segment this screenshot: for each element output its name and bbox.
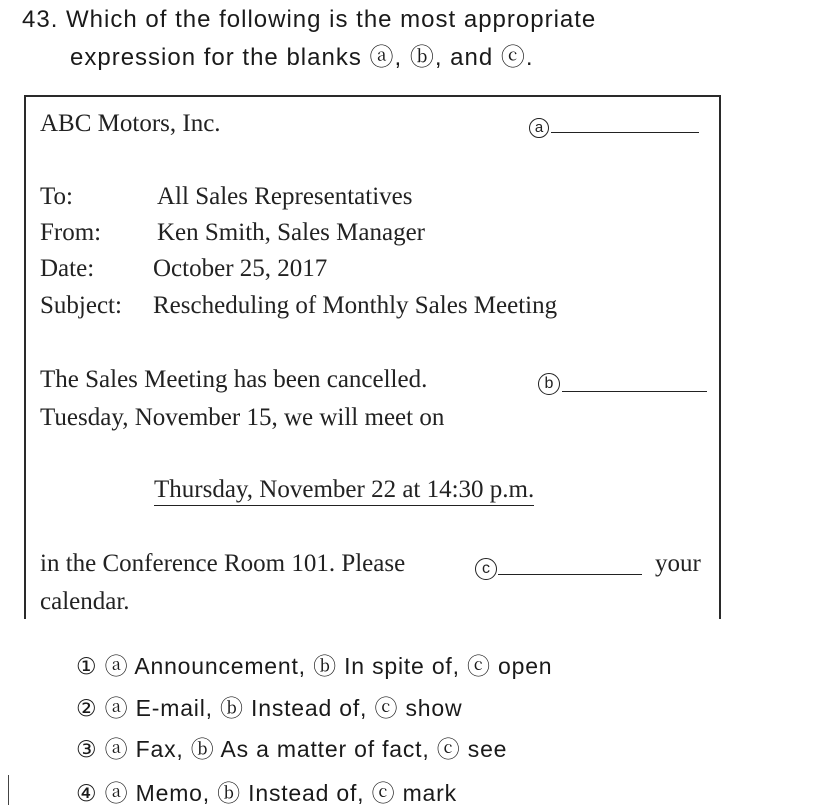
new-date-text: Thursday, November 22 at 14:30 p.m. (154, 476, 534, 506)
blank-c-line (498, 574, 642, 575)
period: . (525, 44, 534, 71)
memo-box (24, 95, 721, 619)
memo-from-label: From: (40, 219, 102, 246)
option-a-symbol: ⓐ (104, 695, 129, 721)
memo-body-line2: Tuesday, November 15, we will meet on (40, 404, 445, 431)
memo-body-line4: calendar. (40, 588, 130, 615)
circled-a-icon: a (529, 118, 549, 138)
option-c-text: show (405, 695, 463, 721)
blank-b-line (562, 391, 707, 392)
option-c-symbol: ⓒ (436, 736, 461, 762)
option-c-symbol: ⓒ (374, 695, 399, 721)
option-a-symbol: ⓐ (104, 653, 129, 679)
option-b-symbol: ⓑ (217, 780, 241, 806)
question-stem-line2 (70, 37, 534, 72)
memo-to-value: All Sales Representatives (157, 183, 413, 210)
option-b-symbol: ⓑ (190, 736, 215, 762)
memo-date-value: October 25, 2017 (153, 255, 328, 282)
memo-to-label: To: (40, 183, 73, 210)
option-number: ④ (76, 780, 98, 806)
memo-marker-a (529, 113, 549, 141)
memo-from-value: Ken Smith, Sales Manager (157, 219, 426, 246)
column-divider (8, 775, 9, 805)
memo-subject-value: Rescheduling of Monthly Sales Meeting (153, 292, 558, 319)
option-a-text: Memo, (135, 780, 210, 806)
answer-option-4[interactable] (76, 775, 457, 808)
memo-company: ABC Motors, Inc. (40, 110, 221, 137)
question-stem-text: expression for the blanks (70, 44, 362, 71)
option-a-symbol: ⓐ (104, 780, 129, 806)
separator: , (394, 44, 403, 71)
memo-body-line1: The Sales Meeting has been cancelled. (40, 366, 428, 393)
blank-a-line (551, 132, 699, 133)
option-b-text: As a matter of fact, (220, 736, 430, 762)
option-a-symbol: ⓐ (104, 736, 129, 762)
memo-body-line3: in the Conference Room 101. Please (40, 550, 406, 577)
memo-marker-b (538, 369, 560, 397)
option-a-text: Announcement, (134, 653, 306, 679)
answer-option-3[interactable] (76, 731, 507, 764)
option-c-text: open (498, 653, 553, 679)
option-number: ③ (76, 736, 98, 762)
blank-a-symbol: ⓐ (369, 44, 395, 71)
option-b-text: Instead of, (248, 780, 365, 806)
answer-option-1[interactable] (76, 648, 552, 681)
option-b-symbol: ⓑ (220, 695, 244, 721)
memo-subject-label: Subject: (40, 292, 122, 319)
option-number: ② (76, 695, 98, 721)
option-c-text: mark (402, 780, 457, 806)
separator: , and (434, 44, 494, 71)
option-b-text: Instead of, (251, 695, 368, 721)
option-a-text: E-mail, (135, 695, 213, 721)
option-c-text: see (467, 736, 508, 762)
option-c-symbol: ⓒ (467, 653, 491, 679)
option-b-symbol: ⓑ (313, 653, 337, 679)
option-a-text: Fax, (135, 736, 184, 762)
option-c-symbol: ⓒ (371, 780, 396, 806)
option-b-text: In spite of, (344, 653, 460, 679)
memo-date-label: Date: (40, 255, 95, 282)
circled-b-icon: b (538, 373, 560, 395)
answer-option-2[interactable] (76, 690, 462, 723)
option-number: ① (76, 653, 98, 679)
blank-b-symbol: ⓑ (409, 44, 435, 71)
memo-body-line3-end: your (655, 550, 701, 577)
question-stem-line1: 43. Which of the following is the most appropriate (22, 6, 597, 33)
memo-new-date (154, 476, 534, 504)
memo-marker-c (475, 554, 497, 582)
blank-c-symbol: ⓒ (500, 44, 526, 71)
circled-c-icon: c (475, 558, 497, 580)
